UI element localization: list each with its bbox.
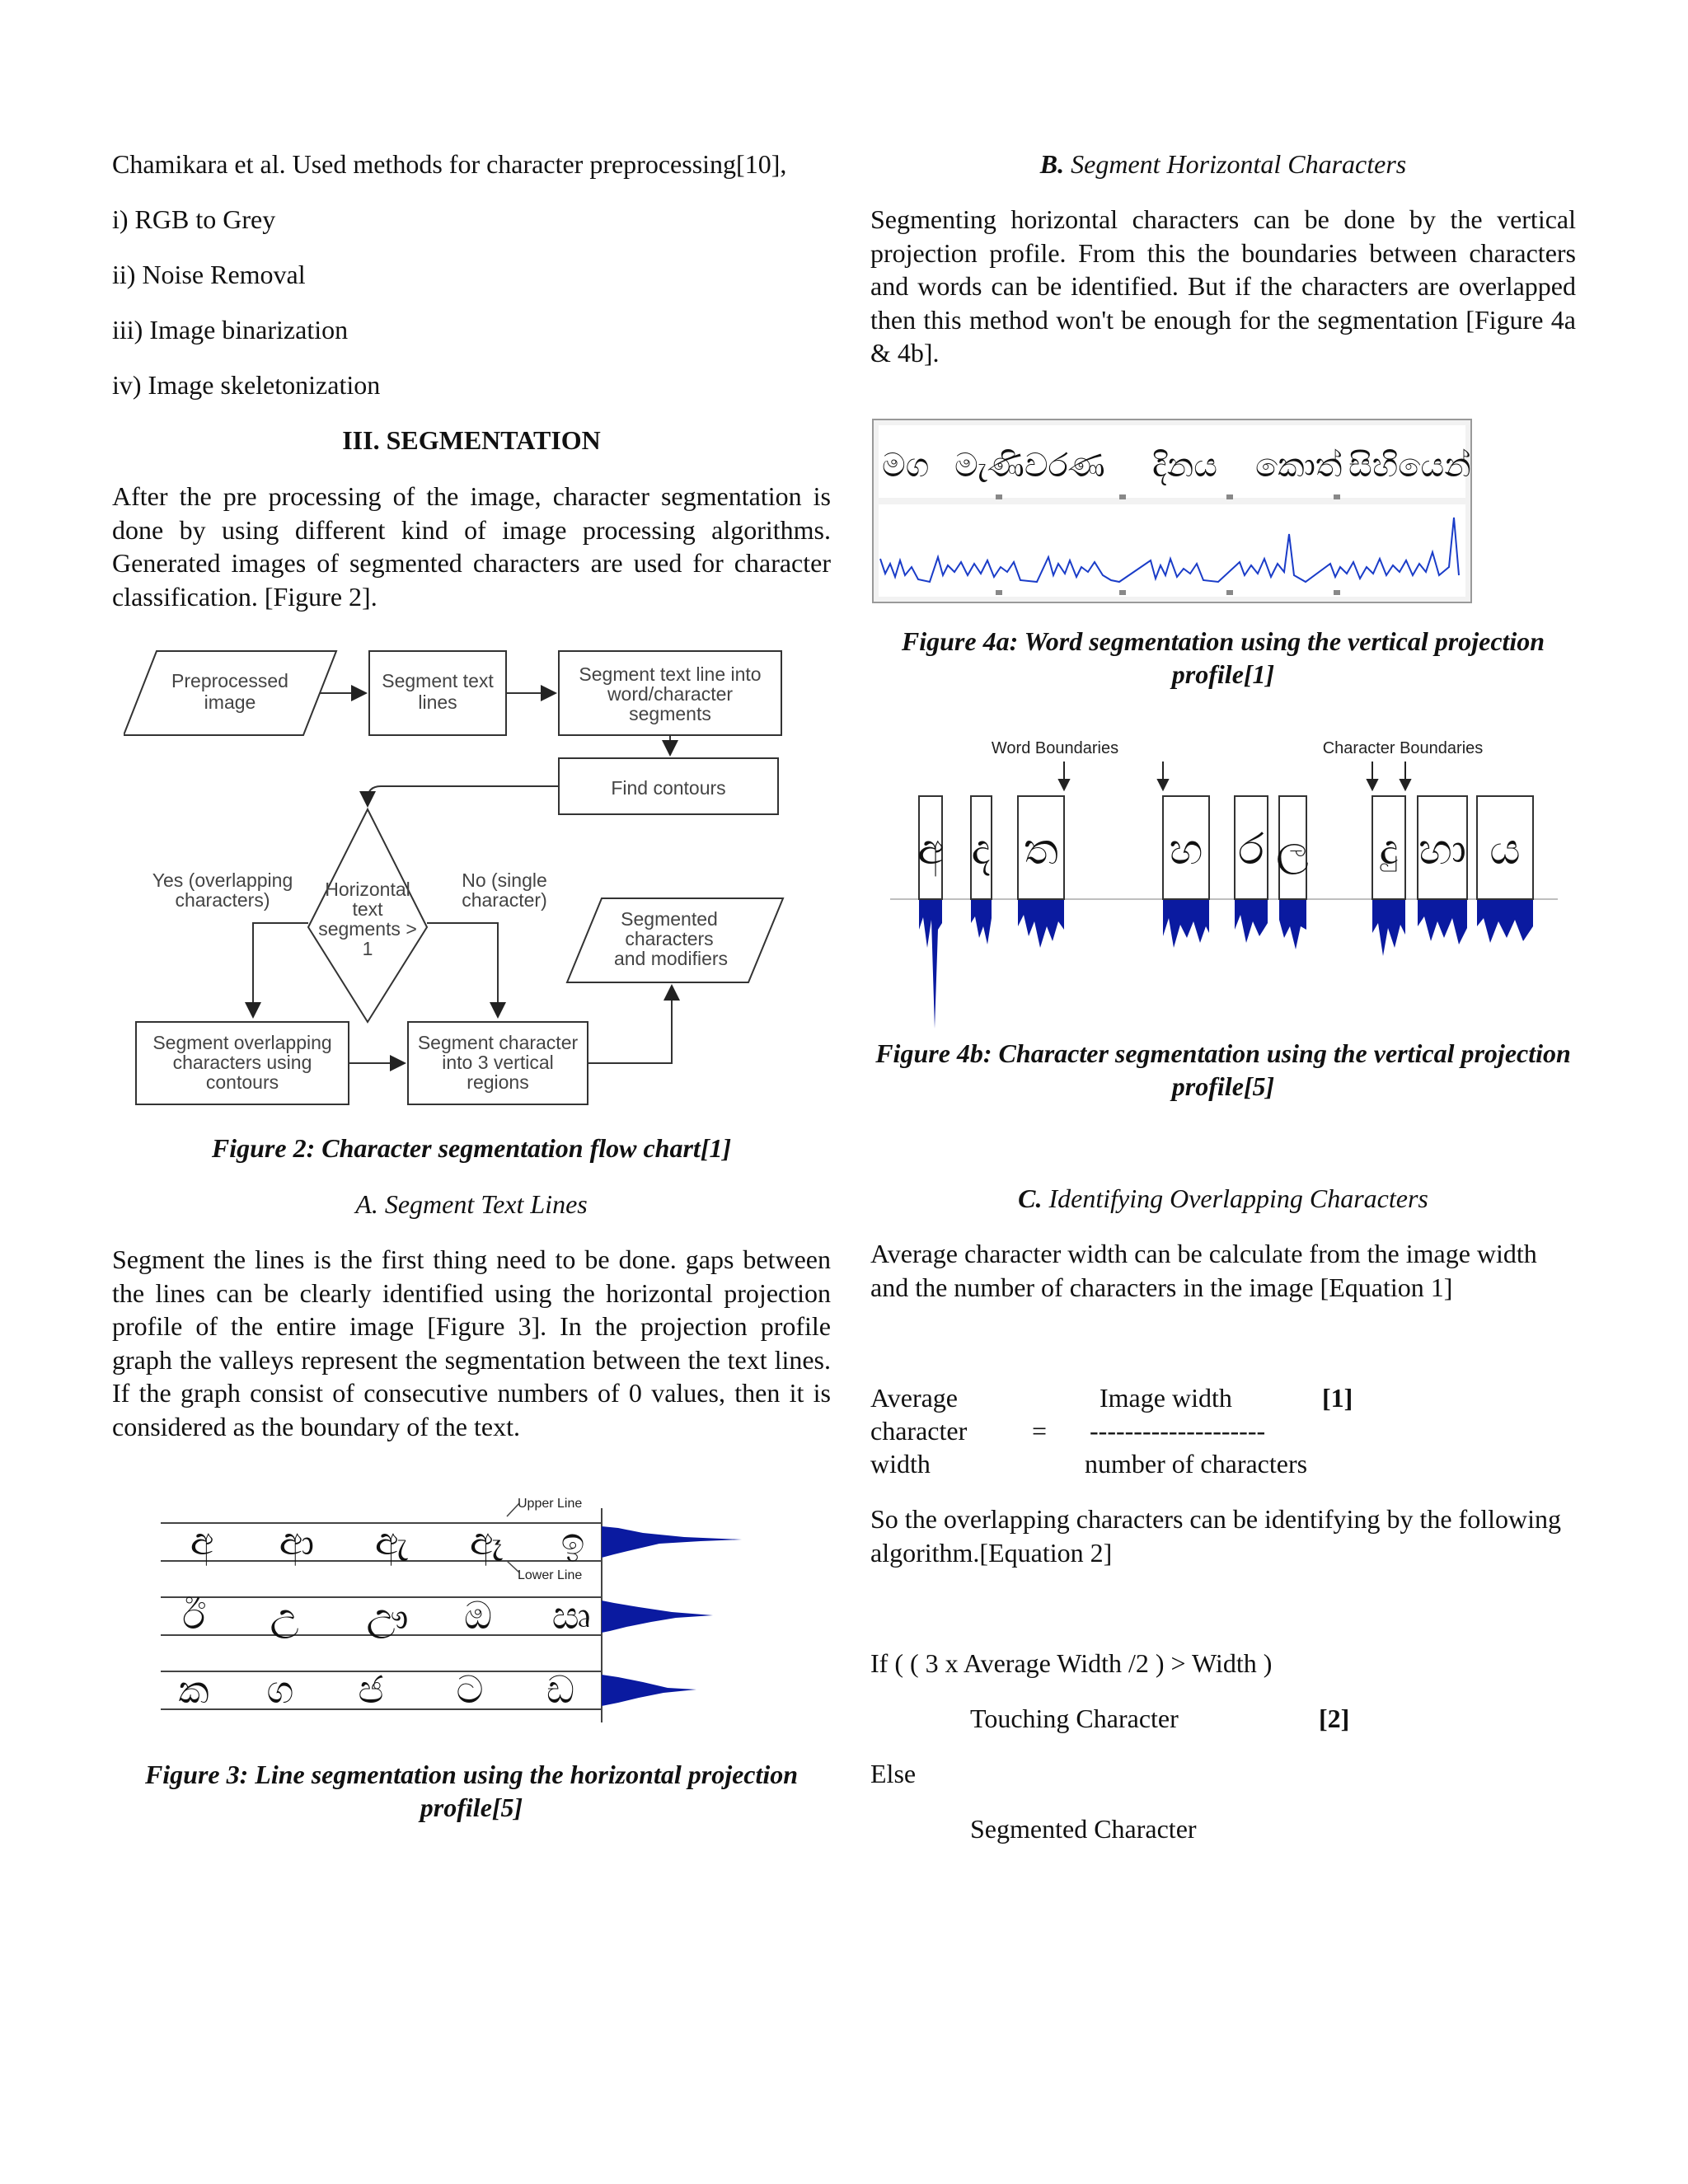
fc-label: 1 — [362, 938, 373, 959]
figure-4b-caption: Figure 4b: Character segmentation using the vertical projection profile[5] — [875, 1038, 1571, 1101]
fig4a-word: දිනය — [1152, 448, 1217, 484]
eq1-lhs-line: width — [870, 1449, 931, 1479]
subsection-c-title: Identifying Overlapping Characters — [1048, 1183, 1428, 1213]
fc-label: Preprocessed — [171, 670, 288, 691]
subsection-c-heading — [870, 1182, 1576, 1215]
fc-label: Segment text — [382, 670, 494, 691]
fc-label: segments > — [318, 918, 417, 940]
fig4b-char: හා — [1418, 826, 1467, 874]
step-item: iv) Image skeletonization — [112, 370, 381, 400]
fc-label: image — [204, 691, 256, 713]
fig3-char: ඇ — [375, 1520, 408, 1563]
fig3-char: ඌ — [366, 1594, 409, 1637]
eq1-lhs-line: Average — [870, 1383, 958, 1413]
fig4b-char: අ — [917, 826, 945, 874]
fig3-char: උ — [270, 1594, 299, 1637]
upper-line-label: Upper Line — [518, 1497, 583, 1511]
subsection-a-heading — [112, 1188, 831, 1221]
fc-label: text — [352, 898, 383, 920]
fig3-char: ජ — [358, 1668, 384, 1711]
fig4b-char: හ — [1169, 826, 1203, 874]
fig3-char: ආ — [279, 1520, 315, 1563]
fig3-char: අ — [190, 1520, 214, 1563]
algorithm-else-result: Segmented Character — [970, 1814, 1197, 1844]
fig4a-word: සිහියෙන් — [1348, 448, 1471, 484]
subsection-c-letter: C. — [1018, 1183, 1043, 1213]
eq1-lhs-line: character — [870, 1416, 968, 1446]
fig4b-char: ය — [1489, 826, 1521, 874]
subsection-c-paragraph: Average character width can be calculate from the image width and the number of characters in the image [Equation 1] — [870, 1239, 1537, 1302]
fc-label: Find contours — [611, 777, 726, 799]
eq2-number: [2] — [1319, 1704, 1350, 1733]
subsection-a-title: Segment Text Lines — [384, 1189, 588, 1219]
fc-label: Segment overlapping — [152, 1032, 332, 1053]
fc-label: Horizontal — [325, 879, 410, 900]
algorithm-if-line: If ( ( 3 x Average Width /2 ) > Width ) — [870, 1648, 1273, 1678]
figure-2-flowchart — [124, 643, 791, 1113]
figure-3-line-segmentation — [157, 1492, 767, 1731]
fig4b-char: ර — [1238, 826, 1264, 874]
character-boundaries-label: Character Boundaries — [1322, 739, 1484, 757]
fc-label: No (single — [462, 869, 547, 891]
fc-label: regions — [467, 1071, 529, 1093]
fig3-char: ඩ — [546, 1668, 575, 1711]
section-paragraph: After the pre processing of the image, character segmentation is done by using different kind of image processing algorithms. Generated images of segmented characters are used for character classification. [Figure 2]. — [112, 481, 831, 612]
figure-4a-word-segmentation — [872, 419, 1472, 603]
fc-label: contours — [205, 1071, 279, 1093]
algorithm-else-line: Else — [870, 1759, 917, 1788]
subsection-a-letter: A. — [355, 1189, 378, 1219]
fig3-char: ඍ — [551, 1594, 591, 1637]
figure-2-caption: Figure 2: Character segmentation flow chart[1] — [211, 1133, 732, 1163]
fig3-char: ක — [178, 1668, 209, 1711]
fc-label: Yes (overlapping — [152, 869, 293, 891]
fig3-char: ඉ — [560, 1520, 585, 1563]
subsection-b-letter: B. — [1039, 149, 1065, 179]
fc-label: characters using — [172, 1052, 312, 1073]
fig4a-word: කොත් — [1255, 448, 1343, 484]
eq1-equals: = — [1032, 1416, 1048, 1446]
eq1-number: [1] — [1322, 1383, 1353, 1413]
fc-label: character) — [462, 889, 547, 911]
fig4a-word: මග — [882, 448, 930, 484]
eq1-numerator: Image width — [1100, 1383, 1232, 1413]
fig3-char: ඔ — [463, 1594, 493, 1637]
subsection-b-heading — [870, 148, 1576, 180]
figure-3-caption: Figure 3: Line segmentation using the horizontal projection profile[5] — [144, 1760, 799, 1822]
intro-paragraph: Chamikara et al. Used methods for character preprocessing[10], — [112, 149, 787, 179]
fc-label: lines — [418, 691, 457, 713]
fig3-char: ඈ — [470, 1520, 503, 1563]
subsection-b-title: Segment Horizontal Characters — [1071, 149, 1407, 179]
algorithm-then-line: Touching Character — [970, 1704, 1179, 1733]
fig4b-char: ත — [1023, 826, 1059, 874]
fc-label: characters) — [175, 889, 270, 911]
fig4b-char: දු — [1379, 826, 1399, 874]
fig4a-word: මැණිවරණ — [954, 448, 1105, 484]
fc-label: word/character — [607, 683, 734, 705]
word-boundaries-label: Word Boundaries — [991, 739, 1119, 757]
paragraph-after-eq1: So the overlapping characters can be identifying by the following algorithm.[Equation 2] — [870, 1504, 1561, 1568]
step-item: ii) Noise Removal — [112, 260, 306, 289]
step-item: i) RGB to Grey — [112, 204, 276, 234]
step-item: iii) Image binarization — [112, 315, 349, 344]
fc-label: and modifiers — [613, 948, 729, 969]
eq1-denominator: number of characters — [1085, 1449, 1308, 1479]
subsection-b-paragraph: Segmenting horizontal characters can be done by the vertical projection profile. From this the boundaries between characters and words can be identified. But if the characters are overlapped then this method won't be enough for the segmentation [Figure 4a & 4b]. — [870, 204, 1576, 368]
section-heading: III. SEGMENTATION — [342, 425, 601, 455]
subsection-a-paragraph: Segment the lines is the first thing need to be done. gaps between the lines can be clearly identified using the horizontal projection profile of the entire image [Figure 3]. In the projection profile graph the valleys represent the segmentation between the text lines. If the graph consist of consecutive numbers of 0 values, then it is considered as the boundary of the text. — [112, 1244, 831, 1441]
fig3-char: ට — [456, 1668, 484, 1711]
figure-4b-character-segmentation — [890, 732, 1566, 1037]
fig4b-char: ල — [1276, 826, 1309, 874]
fc-label: segments — [629, 703, 711, 724]
fc-label: into 3 vertical — [442, 1052, 554, 1073]
lower-line-label: Lower Line — [518, 1568, 583, 1582]
eq1-fraction-bar: -------------------- — [1090, 1416, 1266, 1446]
fc-label: characters — [625, 928, 714, 949]
fc-label: Segment text line into — [579, 663, 762, 685]
fc-label: Segment character — [417, 1032, 579, 1053]
figure-4a-caption: Figure 4a: Word segmentation using the vertical projection profile[1] — [901, 626, 1545, 689]
fc-label: Segmented — [621, 908, 718, 930]
fig3-char: ඊ — [181, 1594, 206, 1637]
fig4b-char: ද — [971, 826, 991, 874]
fig3-char: ග — [266, 1668, 294, 1711]
